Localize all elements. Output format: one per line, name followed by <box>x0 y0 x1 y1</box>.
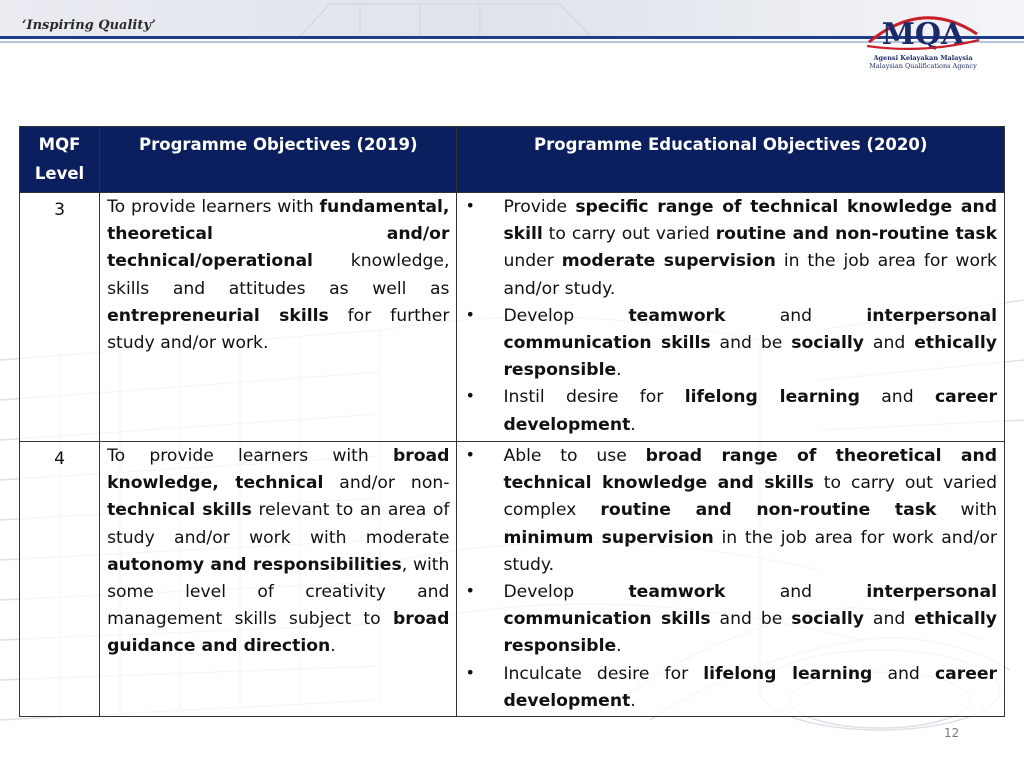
page-number: 12 <box>944 726 960 740</box>
objective-list-item: • Able to use broad range of theoretical and technical knowledge and skills to carry out varied complex routine and non-routine task with minimum supervision in the job area for work and/or study. <box>457 443 997 579</box>
mqa-logo <box>858 8 988 84</box>
mqf-level-cell: 3 <box>20 193 100 442</box>
table-row <box>20 193 1005 442</box>
mqa-logo-letters: MQA <box>881 17 965 52</box>
tagline: ‘Inspiring Quality’ <box>22 18 156 33</box>
objectives-2019-cell: To provide learners with broad knowledge, technical and/or non-technical skills relevant to an area of study and/or work with moderate autonomy and responsibilities, with some level of creativity and management skills subject to broad guidance and direction. <box>100 442 457 717</box>
header-objectives-2020: Programme Educational Objectives (2020) <box>457 127 1005 193</box>
objectives-2020-cell <box>457 193 1005 442</box>
objective-list <box>457 194 997 439</box>
objective-list-item: • Instil desire for lifelong learning and career development. <box>457 384 997 438</box>
mqa-logo-mark <box>863 8 983 52</box>
logo-text-malay: Agensi Kelayakan Malaysia <box>873 54 973 62</box>
objectives-table <box>19 126 1005 717</box>
objective-list-item: • Develop teamwork and interpersonal communication skills and be socially and ethically responsible. <box>457 579 997 661</box>
header-objectives-2019: Programme Objectives (2019) <box>100 127 457 193</box>
objective-list <box>457 443 997 715</box>
objective-list-item: • Develop teamwork and interpersonal communication skills and be socially and ethically responsible. <box>457 303 997 385</box>
header-mqf-level: MQF Level <box>20 127 100 193</box>
objective-list-item: • Inculcate desire for lifelong learning and career development. <box>457 661 997 715</box>
table-row <box>20 442 1005 717</box>
objectives-2019-cell: To provide learners with fundamental, theoretical and/or technical/operational knowledge, skills and attitudes as well as entrepreneurial skills for further study and/or work. <box>100 193 457 442</box>
objectives-2020-cell <box>457 442 1005 717</box>
mqf-level-cell: 4 <box>20 442 100 717</box>
table-header-row <box>20 127 1005 193</box>
logo-text-english: Malaysian Qualifications Agency <box>869 62 977 70</box>
objective-list-item: • Provide specific range of technical knowledge and skill to carry out varied routine and non-routine task under moderate supervision in the job area for work and/or study. <box>457 194 997 303</box>
